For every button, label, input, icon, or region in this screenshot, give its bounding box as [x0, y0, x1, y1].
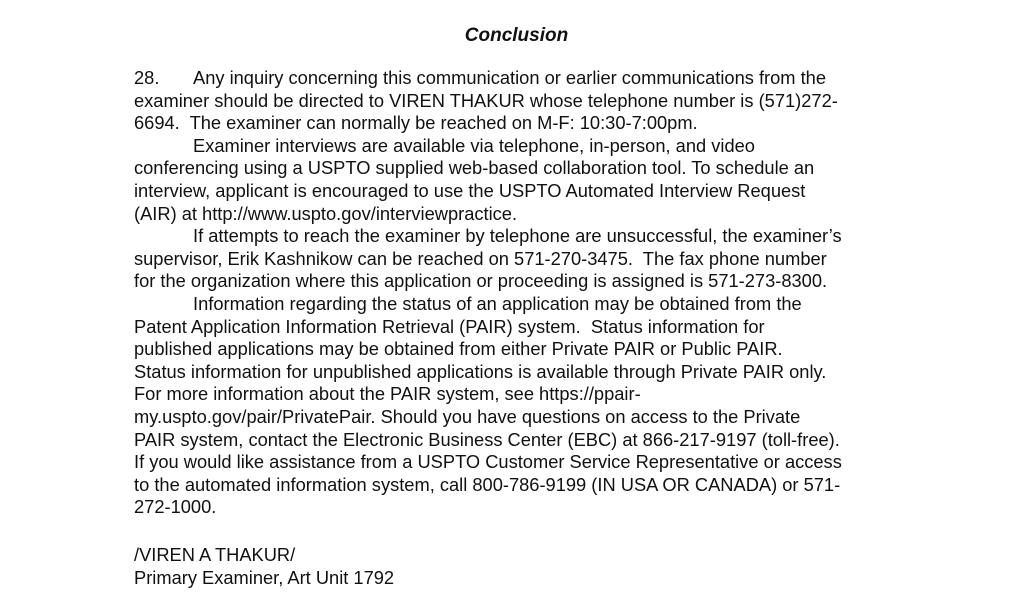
line-text: Any inquiry concerning this communication or earlier communications from the — [193, 67, 827, 88]
signature-block — [134, 544, 394, 589]
paragraph-28 — [134, 67, 934, 519]
section-heading: Conclusion — [464, 25, 569, 46]
text-line: PAIR system, contact the Electronic Business Center (EBC) at 866-217-9197 (toll-free). — [134, 428, 840, 450]
text-line: 6694. The examiner can normally be reached on M-F: 10:30-7:00pm. — [134, 112, 698, 134]
text-line: for the organization where this application or proceeding is assigned is 571-273-8300. — [134, 270, 828, 292]
text-line: supervisor, Erik Kashnikow can be reached on 571-270-3475. The fax phone number — [134, 247, 827, 269]
text-line: to the automated information system, call 800-786-9199 (IN USA OR CANADA) or 571- — [134, 473, 841, 495]
text-line: If attempts to reach the examiner by telephone are unsuccessful, the examiner’s — [193, 225, 842, 247]
text-line — [134, 67, 934, 90]
text-line: If you would like assistance from a USPTO Customer Service Representative or access — [134, 451, 842, 473]
signature-title: Primary Examiner, Art Unit 1792 — [134, 566, 395, 588]
text-line: Patent Application Information Retrieval (PAIR) system. Status information for — [134, 315, 765, 337]
text-line: (AIR) at http://www.uspto.gov/interviewpractice. — [134, 202, 518, 224]
text-line: Information regarding the status of an application may be obtained from the — [193, 292, 802, 314]
text-line: conferencing using a USPTO supplied web-based collaboration tool. To schedule an — [134, 157, 815, 179]
text-line: published applications may be obtained from either Private PAIR or Public PAIR. — [134, 338, 783, 360]
text-line: my.uspto.gov/pair/PrivatePair. Should you have questions on access to the Private — [134, 405, 801, 427]
text-line: For more information about the PAIR system, see https://ppair- — [134, 383, 641, 405]
signature-name: /VIREN A THAKUR/ — [134, 544, 296, 565]
text-line: 272-1000. — [134, 496, 217, 518]
text-line: interview, applicant is encouraged to use the USPTO Automated Interview Request — [134, 179, 806, 201]
text-line: examiner should be directed to VIREN THAKUR whose telephone number is (571)272- — [134, 89, 838, 111]
paragraph-number: 28. — [134, 67, 160, 88]
text-line: Examiner interviews are available via telephone, in-person, and video — [193, 134, 755, 156]
text-line: Status information for unpublished applications is available through Private PAIR only. — [134, 360, 827, 382]
